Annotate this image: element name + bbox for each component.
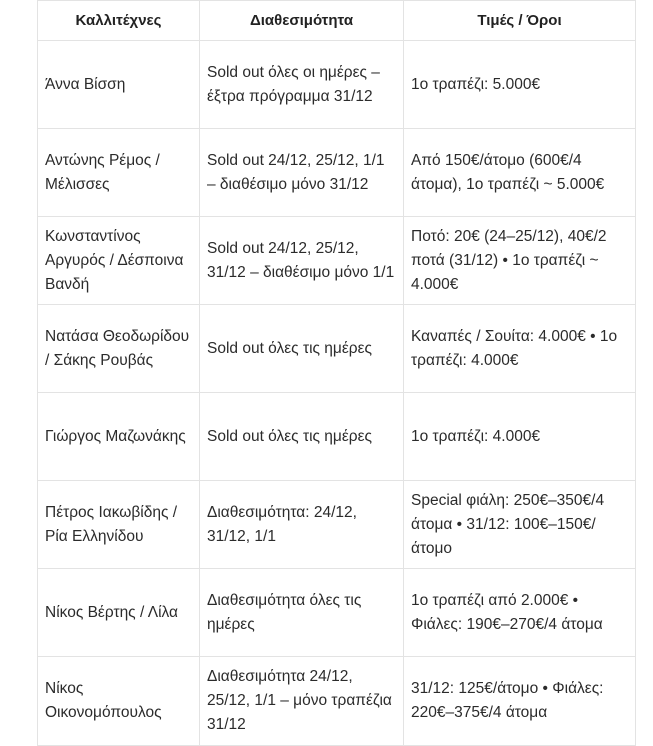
- artist-cell: Κωνσταντίνος Αργυρός / Δέσποινα Βανδή: [38, 217, 200, 305]
- table-row: [38, 41, 636, 129]
- artist-cell: Άννα Βίσση: [38, 41, 200, 129]
- artist-cell: Αντώνης Ρέμος / Μέλισσες: [38, 129, 200, 217]
- prices-cell: 1ο τραπέζι: 5.000€: [404, 41, 636, 129]
- prices-cell: 1ο τραπέζι από 2.000€ • Φιάλες: 190€–270€/4 άτομα: [404, 569, 636, 657]
- availability-cell: Sold out όλες τις ημέρες: [200, 393, 404, 481]
- artist-cell: Νίκος Οικονομόπουλος: [38, 657, 200, 746]
- availability-cell: Sold out όλες οι ημέρες – έξτρα πρόγραμμα 31/12: [200, 41, 404, 129]
- table-row: [38, 657, 636, 746]
- prices-cell: Από 150€/άτομο (600€/4 άτομα), 1ο τραπέζι ~ 5.000€: [404, 129, 636, 217]
- prices-cell: Καναπές / Σουίτα: 4.000€ • 1ο τραπέζι: 4.000€: [404, 305, 636, 393]
- availability-cell: Sold out όλες τις ημέρες: [200, 305, 404, 393]
- prices-cell: Ποτό: 20€ (24–25/12), 40€/2 ποτά (31/12) • 1ο τραπέζι ~ 4.000€: [404, 217, 636, 305]
- table-row: [38, 305, 636, 393]
- header-availability: Διαθεσιμότητα: [200, 1, 404, 41]
- availability-cell: Sold out 24/12, 25/12, 1/1 – διαθέσιμο μόνο 31/12: [200, 129, 404, 217]
- availability-cell: Διαθεσιμότητα 24/12, 25/12, 1/1 – μόνο τραπέζια 31/12: [200, 657, 404, 746]
- prices-cell: 1ο τραπέζι: 4.000€: [404, 393, 636, 481]
- prices-cell: Special φιάλη: 250€–350€/4 άτομα • 31/12: 100€–150€/άτομο: [404, 481, 636, 569]
- header-prices-terms: Τιμές / Όροι: [404, 1, 636, 41]
- prices-cell: 31/12: 125€/άτομο • Φιάλες: 220€–375€/4 άτομα: [404, 657, 636, 746]
- artist-cell: Γιώργος Μαζωνάκης: [38, 393, 200, 481]
- header-artists: Καλλιτέχνες: [38, 1, 200, 41]
- availability-cell: Διαθεσιμότητα όλες τις ημέρες: [200, 569, 404, 657]
- table-row: [38, 569, 636, 657]
- artist-cell: Πέτρος Ιακωβίδης / Ρία Ελληνίδου: [38, 481, 200, 569]
- table-row: [38, 393, 636, 481]
- artist-cell: Νατάσα Θεοδωρίδου / Σάκης Ρουβάς: [38, 305, 200, 393]
- availability-cell: Sold out 24/12, 25/12, 31/12 – διαθέσιμο μόνο 1/1: [200, 217, 404, 305]
- table-row: [38, 129, 636, 217]
- table-header-row: [38, 1, 636, 41]
- table-row: [38, 481, 636, 569]
- artist-cell: Νίκος Βέρτης / Λίλα: [38, 569, 200, 657]
- availability-cell: Διαθεσιμότητα: 24/12, 31/12, 1/1: [200, 481, 404, 569]
- artists-table: [37, 0, 636, 746]
- table-row: [38, 217, 636, 305]
